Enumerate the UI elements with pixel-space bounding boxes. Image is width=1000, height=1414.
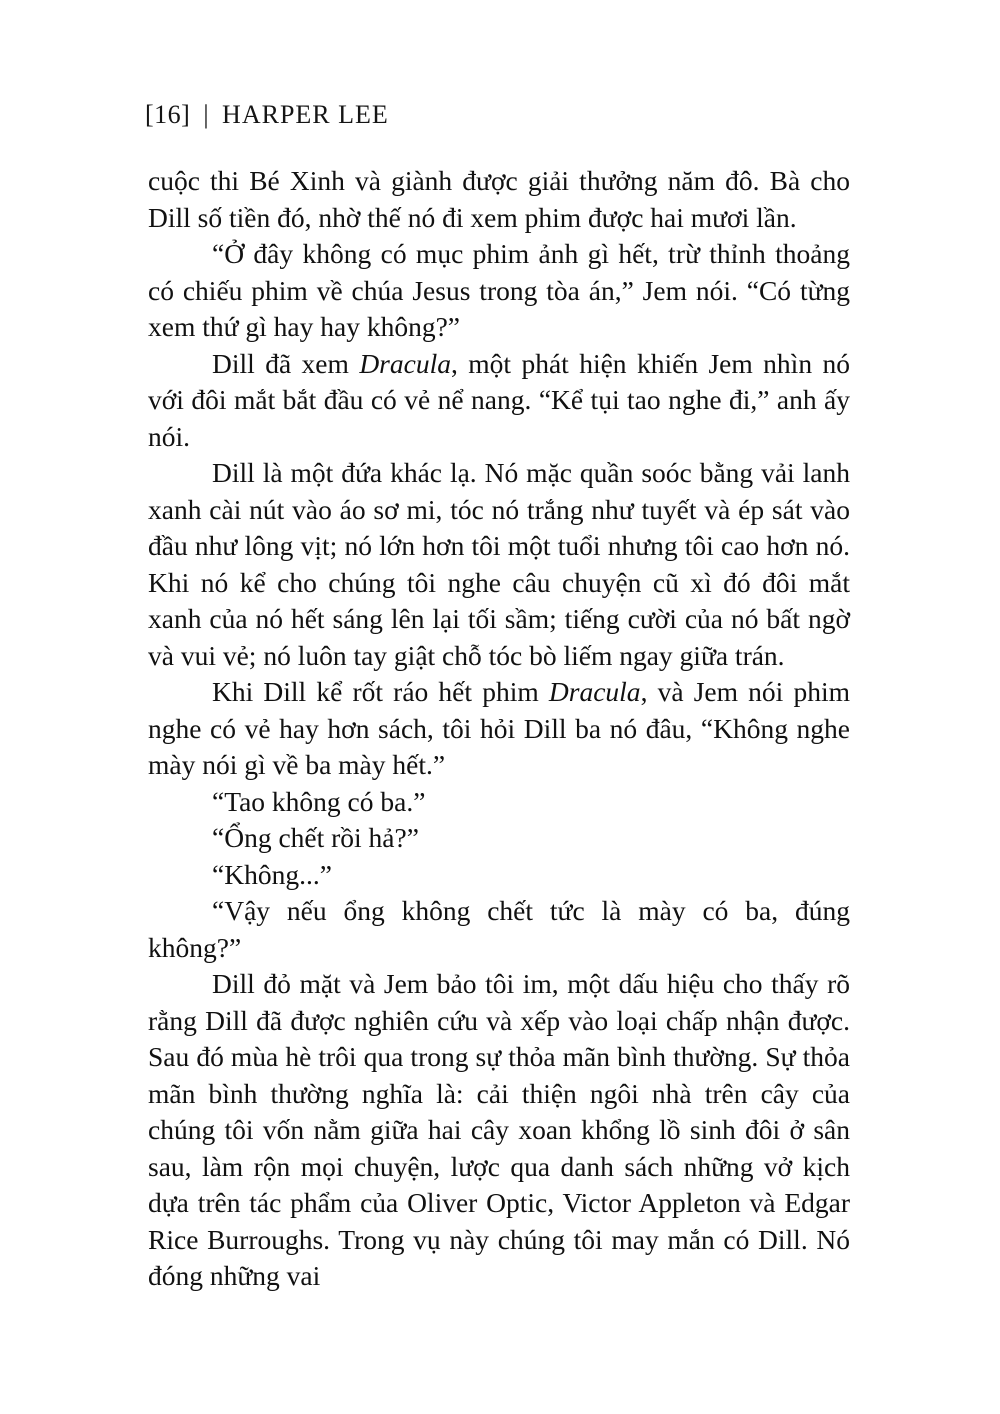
- paragraph: [148, 966, 850, 1295]
- paragraph: [148, 820, 850, 857]
- paragraph-text: “Không...”: [212, 858, 332, 890]
- paragraph: [148, 674, 850, 784]
- paragraph-text: “Vậy nếu ổng không chết tức là mày có ba, đúng không?”: [148, 895, 850, 963]
- body-text: [148, 163, 850, 1295]
- italic-title: Dracula: [548, 676, 641, 707]
- paragraph-text: Dill đã xem: [212, 347, 360, 379]
- paragraph-text: Khi Dill kể rốt ráo hết phim: [212, 676, 549, 707]
- page-number: [16]: [145, 100, 191, 129]
- author-name: HARPER LEE: [222, 100, 389, 129]
- paragraph-text: , và Jem nói phim nghe có vẻ hay hơn sách, tôi hỏi Dill ba nó đâu, “Không nghe mày nói gì về ba mày hết.”: [148, 676, 850, 780]
- paragraph: [148, 784, 850, 821]
- paragraph-text: , một phát hiện khiến Jem nhìn nó với đôi mắt bắt đầu có vẻ nể nang. “Kể tụi tao nghe đi,” anh ấy nói.: [148, 347, 850, 452]
- paragraph-text: “Tao không có ba.”: [212, 785, 426, 817]
- paragraph: [148, 893, 850, 966]
- paragraph: [148, 455, 850, 674]
- paragraph-text: Dill đỏ mặt và Jem bảo tôi im, một dấu hiệu cho thấy rõ rằng Dill đã được nghiên cứu và xếp vào loại chấp nhận được. Sau đó mùa hè trôi qua trong sự thỏa mãn bình thường. Sự thỏa mãn bình thường nghĩa là: cải thiện ngôi nhà trên cây của chúng tôi vốn nằm giữa hai cây xoan khổng lồ sinh đôi ở sân sau, làm rộn mọi chuyện, lược qua danh sách những vở kịch dựa trên tác phẩm của Oliver Optic, Victor Appleton và Edgar Rice Burroughs. Trong vụ này chúng tôi may mắn có Dill. Nó đóng những vai: [148, 968, 850, 1291]
- header-separator: |: [203, 100, 210, 129]
- paragraph: [148, 163, 850, 236]
- italic-title: Dracula: [359, 347, 451, 379]
- paragraph: [148, 236, 850, 346]
- paragraph: [148, 346, 850, 456]
- paragraph-text: “Ở đây không có mục phim ảnh gì hết, trừ thỉnh thoảng có chiếu phim về chúa Jesus trong tòa án,” Jem nói. “Có từng xem thứ gì hay hay không?”: [148, 238, 850, 342]
- paragraph-text: cuộc thi Bé Xinh và giành được giải thưởng năm đô. Bà cho Dill số tiền đó, nhờ thế nó đi xem phim được hai mươi lần.: [148, 165, 850, 233]
- paragraph-text: Dill là một đứa khác lạ. Nó mặc quần soóc bằng vải lanh xanh cài nút vào áo sơ mi, tóc nó trắng như tuyết và ép sát vào đầu như lông vịt; nó lớn hơn tôi một tuổi nhưng tôi cao hơn nó. Khi nó kể cho chúng tôi nghe câu chuyện cũ xì đó đôi mắt xanh của nó hết sáng lên lại tối sầm; tiếng cười của nó bất ngờ và vui vẻ; nó luôn tay giật chỗ tóc bò liếm ngay giữa trán.: [148, 457, 850, 671]
- paragraph: [148, 857, 850, 894]
- running-header: [145, 100, 389, 130]
- paragraph-text: “Ổng chết rồi hả?”: [212, 822, 419, 853]
